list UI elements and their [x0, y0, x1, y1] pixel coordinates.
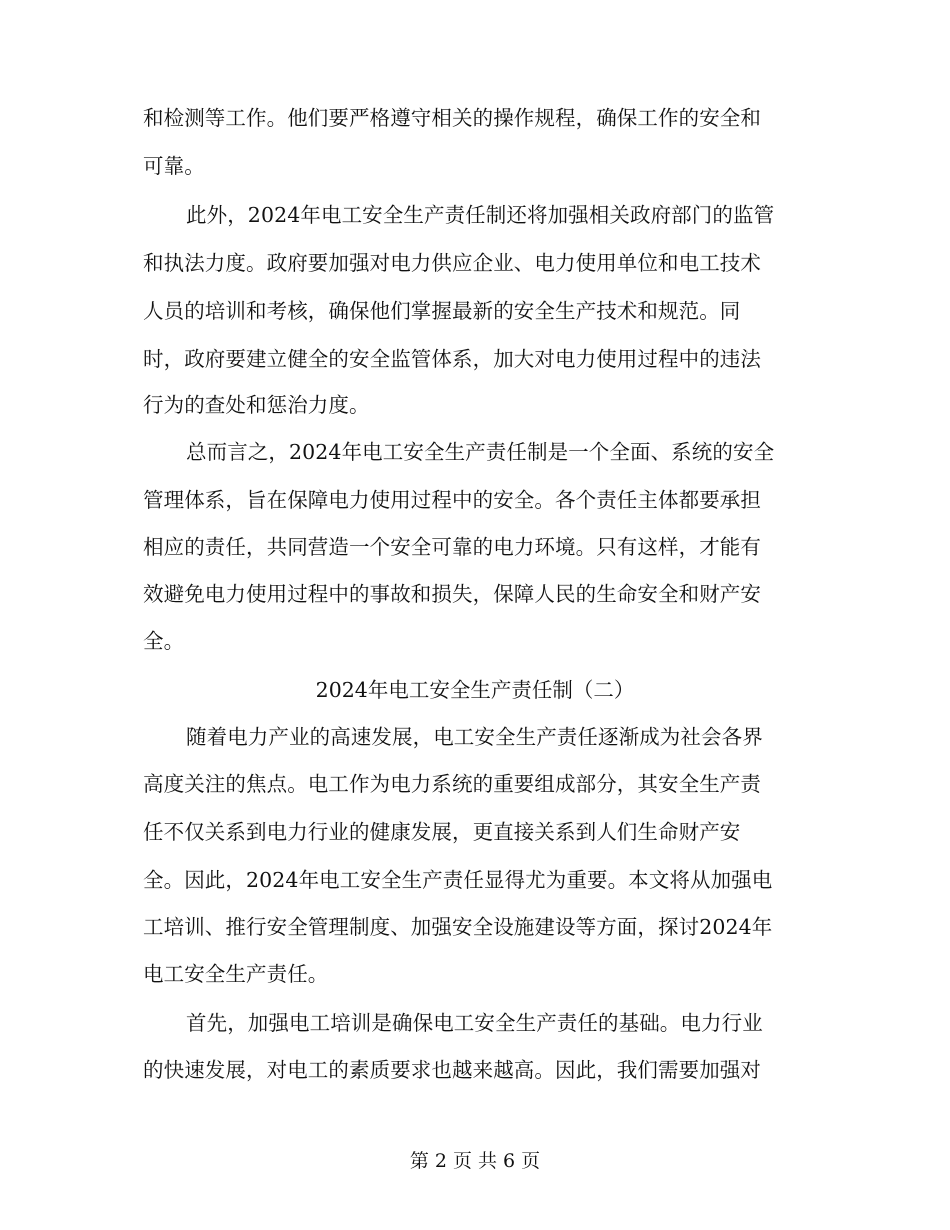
body-text-line: 和检测等工作。他们要严格遵守相关的操作规程，确保工作的安全和	[143, 106, 761, 130]
body-text-line: 效避免电力使用过程中的事故和损失，保障人民的生命安全和财产安	[143, 582, 761, 606]
body-text-line: 全。	[143, 629, 185, 653]
body-text-line: 此外，2024年电工安全生产责任制还将加强相关政府部门的监管	[186, 203, 775, 227]
body-text-line: 全。因此，2024年电工安全生产责任显得尤为重要。本文将从加强电	[143, 868, 773, 892]
body-text-line: 时，政府要建立健全的安全监管体系，加大对电力使用过程中的违法	[143, 347, 761, 371]
body-text-line: 可靠。	[143, 154, 205, 178]
body-text-line: 相应的责任，共同营造一个安全可靠的电力环境。只有这样，才能有	[143, 535, 761, 559]
page-number: 第 2 页 共 6 页	[409, 1150, 541, 1172]
body-text-line: 总而言之，2024年电工安全生产责任制是一个全面、系统的安全	[186, 440, 775, 464]
section-title: 2024年电工安全生产责任制（二）	[315, 678, 635, 702]
body-text-line: 随着电力产业的高速发展，电工安全生产责任逐渐成为社会各界	[186, 725, 763, 749]
body-text-line: 行为的查处和惩治力度。	[143, 393, 370, 417]
body-text-line: 首先，加强电工培训是确保电工安全生产责任的基础。电力行业	[186, 1011, 763, 1035]
body-text-line: 任不仅关系到电力行业的健康发展，更直接关系到人们生命财产安	[143, 820, 741, 844]
body-text-line: 工培训、推行安全管理制度、加强安全设施建设等方面，探讨2024年	[143, 915, 773, 939]
body-text-line: 高度关注的焦点。电工作为电力系统的重要组成部分，其安全生产责	[143, 772, 761, 796]
body-text-line: 管理体系，旨在保障电力使用过程中的安全。各个责任主体都要承担	[143, 488, 761, 512]
body-text-line: 人员的培训和考核，确保他们掌握最新的安全生产技术和规范。同	[143, 299, 741, 323]
body-text-line: 和执法力度。政府要加强对电力供应企业、电力使用单位和电工技术	[143, 251, 761, 275]
body-text-line: 的快速发展，对电工的素质要求也越来越高。因此，我们需要加强对	[143, 1058, 761, 1082]
body-text-line: 电工安全生产责任。	[143, 962, 329, 986]
